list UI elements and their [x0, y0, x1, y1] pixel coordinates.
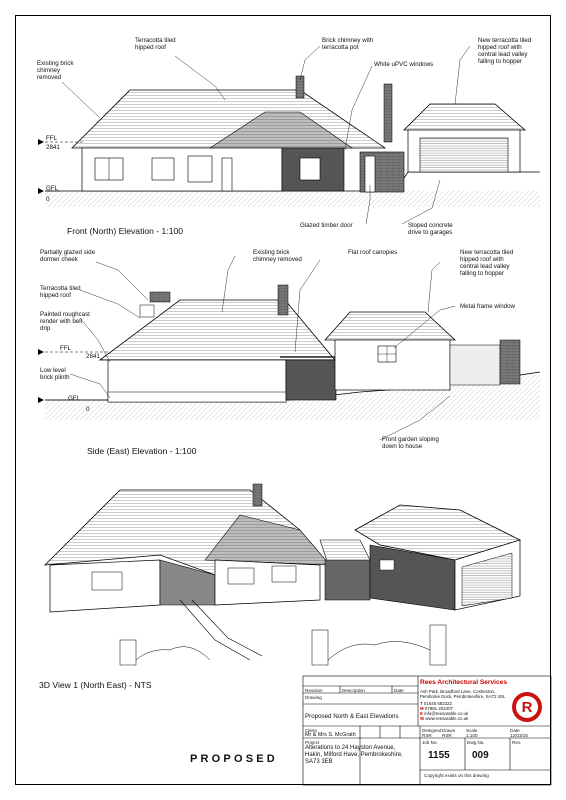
revision-header-date: Date [394, 688, 404, 693]
annotation-render: Painted roughcast render with bell drip [40, 311, 90, 332]
company-web [420, 716, 468, 721]
company-name: Rees Architectural Services [420, 679, 507, 686]
annotation-dormer-cheek: Partially glazed side dormer cheek [40, 249, 96, 263]
scale-caption: Scale [466, 728, 478, 733]
web-label: W [420, 716, 425, 721]
side-garage-roof [325, 312, 455, 340]
phone-value: 01646 682322 [423, 701, 453, 706]
phone-label: T [420, 701, 423, 706]
front-window-3 [188, 156, 212, 182]
revision-header-revision: Revision [305, 688, 323, 693]
front-ground-hatch [45, 191, 540, 207]
email-value: info@reesarable.co.uk [424, 711, 469, 716]
side-shadow-wall [286, 360, 336, 400]
front-garage-door [420, 138, 508, 172]
front-window-2 [152, 158, 174, 180]
side-main-roof [100, 300, 335, 360]
side-ffl-label: FFL [60, 345, 72, 352]
project-value: Alterations to 24 Hayston Avenue, Hakin, Milford Have, Pembrokeshire, SA73 3EB [305, 745, 403, 765]
3d-window-1 [92, 572, 122, 590]
dwg-no-caption: Dwg No. [467, 740, 485, 745]
annotation-flat-canopies: Flat roof canopies [348, 249, 398, 256]
annotation-side-new-roof: New terracotta tiled hipped roof with central lead valley falling to hopper [460, 249, 514, 277]
project-caption: Project [305, 740, 320, 745]
annotation-plinth: Low level brick plinth [40, 367, 70, 381]
date-caption: Date [510, 728, 520, 733]
front-ffl-label: FFL [46, 135, 58, 142]
front-door [222, 158, 232, 191]
annotation-chimney-removed: Existing brick chimney removed [253, 249, 302, 263]
annotation-new-roof: New terracotta tiled hipped roof with central lead valley falling to hopper [478, 37, 532, 65]
mobile-value: 07881 202407 [424, 706, 453, 711]
front-ffl-value: 2841 [46, 144, 60, 151]
side-dormer-cheek [150, 292, 170, 302]
dwg-no-value: 009 [472, 750, 489, 761]
job-no-caption: Job No. [422, 740, 438, 745]
front-elevation-title: Front (North) Elevation - 1:100 [67, 226, 184, 236]
side-plinth [108, 392, 286, 402]
company-address: Ash Park, Broadford Lane, Cosheston, Pembroke Dock, Pembrokeshire, SA72 4SL [420, 689, 506, 700]
front-gfl-label: GFL [46, 185, 59, 192]
annotation-tiled-roof: Terracotta tiled hipped roof [135, 37, 176, 51]
copyright-note: Copyright exists on this drawing [424, 773, 489, 778]
side-chimney [278, 285, 288, 315]
client-value: Mr & Mrs S. McGrath [305, 732, 356, 738]
side-gfl-value: 0 [86, 406, 90, 413]
date-value: 12/03/15 [510, 733, 528, 738]
front-window-4 [300, 158, 320, 180]
annotation-brick-chimney: Brick chimney with terracotta pot [322, 37, 374, 51]
front-chimney-right [384, 84, 392, 142]
annotation-metal-window: Metal frame window [460, 303, 516, 310]
annotation-glazed-door: Glazed timber door [300, 222, 353, 229]
proposed-stamp: PROPOSED [190, 753, 278, 765]
drawing-title: Proposed North & East Elevations [305, 713, 399, 720]
3d-window-2 [228, 568, 254, 584]
drawing-caption: Drawing [305, 695, 322, 700]
client-caption: Client [305, 728, 317, 733]
annotation-existing-chimney: Existing brick chimney removed [37, 60, 74, 81]
scale-value: 1:100 [466, 733, 478, 738]
annotation-side-tiled-roof: Terracotta tiled hipped roof [40, 285, 81, 299]
drawn-value: RSR [442, 733, 452, 738]
revision-header-description: Description [342, 688, 365, 693]
front-elevation-drawing [38, 46, 540, 224]
annotation-upvc-windows: White uPVC windows [374, 61, 434, 68]
annotation-garden-slope: Front garden sloping down to house [382, 436, 439, 450]
3d-view-drawing [45, 484, 520, 665]
3d-view-title: 3D View 1 (North East) - NTS [39, 680, 152, 690]
side-elevation-drawing [38, 256, 540, 440]
annotation-sloped-drive: Sloped concrete drive to garages [408, 222, 453, 236]
mobile-label: M [420, 706, 424, 711]
web-value: www.reesarable.co.uk [425, 716, 469, 721]
job-no-value: 1155 [428, 750, 450, 761]
3d-gate-pier-right [312, 630, 328, 665]
side-elevation-title: Side (East) Elevation - 1:100 [87, 446, 197, 456]
rev-caption: Rev. [512, 740, 522, 745]
3d-window-3 [272, 566, 296, 582]
designed-value: RSR [422, 733, 432, 738]
email-label: E [420, 711, 423, 716]
logo-letter: R [521, 698, 533, 716]
side-gfl-label: GFL [68, 395, 81, 402]
company-logo [512, 692, 542, 722]
side-ffl-value: 2841 [86, 353, 100, 360]
front-gfl-value: 0 [46, 196, 50, 203]
3d-gate-pier-left [120, 640, 136, 665]
drawn-caption: Drawn [442, 728, 456, 733]
3d-chimney [253, 484, 262, 506]
designed-caption: Designed [422, 728, 442, 733]
front-garage-roof [404, 104, 525, 130]
